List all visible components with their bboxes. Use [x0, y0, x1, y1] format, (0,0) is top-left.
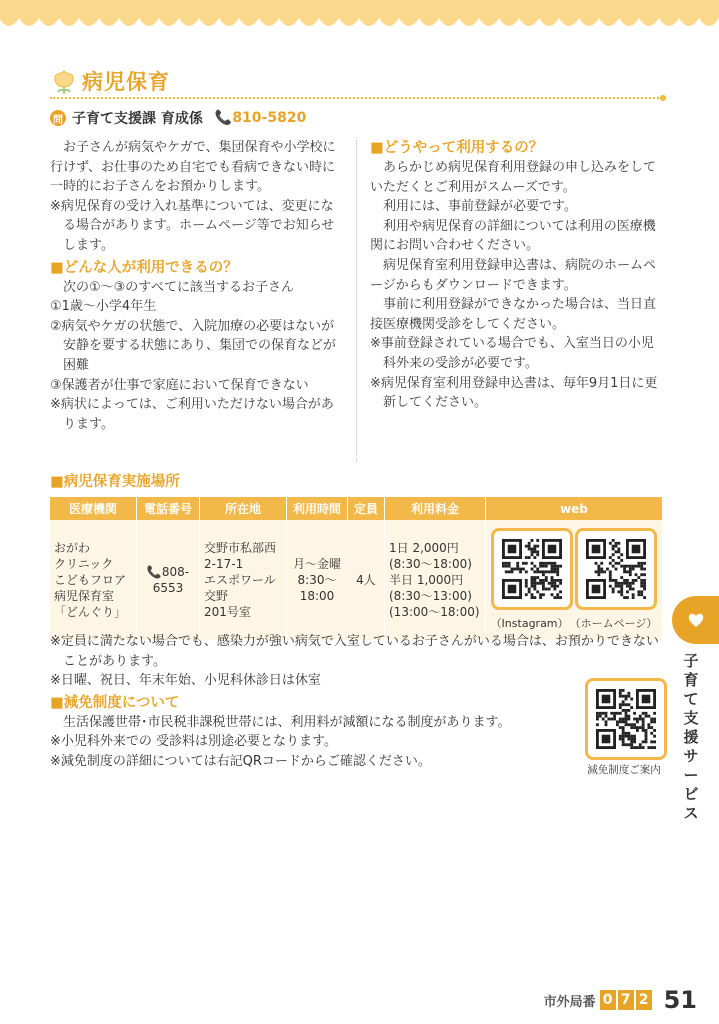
institution-line: クリニック: [54, 557, 114, 571]
after-note-1: ※定員に満たない場合でも、感染力が強い病気で入室しているお子さんがいる場合は、お預かりできないことがあります。: [50, 634, 659, 669]
table-row: [50, 520, 662, 640]
instagram-label: （Instagram）: [490, 617, 569, 630]
contact-tel-wrap[interactable]: [215, 110, 306, 126]
who-item-2: ②病気やケガの状態で、入院加療の必要はないが安静を要する状態にあり、集団での保育などが困難: [50, 318, 337, 373]
left-column: [50, 138, 342, 434]
scallop-border: [0, 0, 719, 40]
facility-table: [50, 497, 662, 640]
area-code-label: 市外局番: [543, 994, 596, 1010]
contact-tel[interactable]: 810-5820: [232, 110, 307, 126]
institution-line: こどもフロア: [54, 573, 127, 587]
right-column: [370, 138, 662, 413]
reduction-qr-label: 減免制度ご案内: [587, 764, 661, 776]
cell-tel[interactable]: [137, 520, 200, 640]
address-line: 交野市私部西: [204, 541, 277, 555]
tulip-icon: [50, 67, 78, 95]
hours-line: 月～金曜: [292, 557, 341, 571]
page-number: 51: [663, 986, 697, 1014]
reduction-note-1: ※小児科外来での 受診料は別途必要となります。: [50, 734, 337, 750]
col-header-capacity: 定員: [348, 497, 385, 520]
side-tab-label: 子育て支援サービス: [683, 652, 699, 822]
how-p3: 利用や病児保育の詳細については利用の医療機関にお問い合わせください。: [370, 218, 656, 254]
after-note-2: ※日曜、祝日、年末年始、小児科休診日は休室: [50, 673, 321, 689]
address-line: 交野: [204, 589, 229, 603]
area-code-digit: 2: [636, 990, 652, 1010]
reduction-qr-code-icon[interactable]: [585, 678, 667, 760]
col-header-hours: 利用時間: [287, 497, 348, 520]
after-table-notes: [50, 632, 662, 772]
inquiry-badge: 問: [50, 110, 66, 126]
area-code-digit: 0: [600, 990, 616, 1010]
reduction-p1: 生活保護世帯･市民税非課税世帯には、利用料が減額になる制度があります。: [63, 714, 511, 730]
how-p4: 病児保育室利用登録申込書は、病院のホームページからもダウンロードできます。: [370, 257, 657, 293]
who-item-3: ③保護者が仕事で家庭において保育できない: [50, 377, 309, 393]
how-note-1: ※事前登録されている場合でも、入室当日の小児科外来の受診が必要です。: [370, 336, 654, 371]
tel-line: 6553: [152, 581, 184, 595]
how-p2: 利用には、事前登録が必要です。: [383, 199, 577, 215]
table-header-row: [50, 497, 662, 520]
cell-institution: [50, 520, 137, 640]
fee-line: (8:30～13:00): [389, 589, 472, 603]
tel-line: 808-: [161, 565, 190, 579]
fee-line: 半日 1,000円: [389, 573, 464, 587]
how-heading: ■どうやって利用するの？: [370, 140, 544, 156]
cell-address: [200, 520, 287, 640]
col-header-institution: 医療機関: [50, 497, 137, 520]
col-header-web: web: [486, 497, 663, 520]
left-note-2: ※病状によっては、ご利用いただけない場合があります。: [50, 397, 334, 432]
col-header-fee: 利用料金: [385, 497, 486, 520]
instagram-qr-code-icon[interactable]: [491, 528, 573, 610]
cell-web: [486, 520, 663, 640]
area-code-digit: 7: [618, 990, 634, 1010]
cell-fee: [385, 520, 486, 640]
section-title: 病児保育: [82, 70, 170, 94]
left-note-1: ※病児保育の受け入れ基準については、変更になる場合があります。ホームページ等でお知らせします。: [50, 198, 335, 253]
address-line: 2-17-1: [204, 557, 244, 571]
hours-line: 18:00: [299, 589, 335, 603]
fee-line: (8:30～18:00): [389, 557, 472, 571]
homepage-qr-code-icon[interactable]: [575, 528, 657, 610]
contact-dept: 子育て支援課 育成係: [72, 111, 203, 127]
col-header-tel: 電話番号: [137, 497, 200, 520]
address-line: エスポワール: [204, 573, 276, 587]
institution-line: 「どんぐり」: [54, 605, 127, 619]
how-p5: 事前に利用登録ができなかった場合は、当日直接医療機関受診をしてください。: [370, 297, 657, 332]
title-divider: [50, 97, 662, 99]
phone-icon: 📞: [214, 110, 233, 126]
hours-line: 8:30～: [297, 573, 337, 587]
section-title-row: [50, 66, 170, 96]
cell-capacity: 4人: [348, 520, 385, 640]
who-item-1: ①1歳～小学4年生: [50, 299, 157, 315]
reduction-heading: ■減免制度について: [50, 694, 180, 711]
institution-line: おがわ: [54, 541, 91, 555]
phone-icon: 📞: [146, 565, 162, 579]
homepage-label: （ホームページ）: [569, 617, 658, 630]
cell-hours: [287, 520, 348, 640]
side-tab[interactable]: [672, 596, 719, 644]
col-header-address: 所在地: [200, 497, 287, 520]
heart-icon: [687, 611, 705, 629]
column-divider: [356, 140, 357, 462]
how-note-2: ※病児保育室利用登録申込書は、毎年9月1日に更新してください。: [370, 375, 658, 411]
reduction-note-2: ※減免制度の詳細については右記QRコードからご確認ください。: [50, 753, 431, 769]
contact-line: [50, 108, 306, 128]
who-heading: ■どんな人が利用できるの？: [50, 259, 238, 276]
how-p1: あらかじめ病児保育利用登録の申し込みをしていただくとご利用がスムーズです。: [370, 160, 657, 195]
footer: [544, 986, 697, 1014]
address-line: 201号室: [204, 605, 251, 619]
fee-line: (13:00～18:00): [389, 605, 480, 619]
intro-text: お子さんが病気やケガで、集団保育や小学校に行けず、お仕事のため自宅でも看病できない時に一時的にお子さんをお預かりします。: [50, 140, 336, 195]
who-lead: 次の①～③のすべてに該当するお子さん: [63, 279, 295, 295]
facility-heading: ■病児保育実施場所: [50, 474, 180, 490]
fee-line: 1日 2,000円: [389, 541, 459, 555]
institution-line: 病児保育室: [54, 589, 115, 603]
